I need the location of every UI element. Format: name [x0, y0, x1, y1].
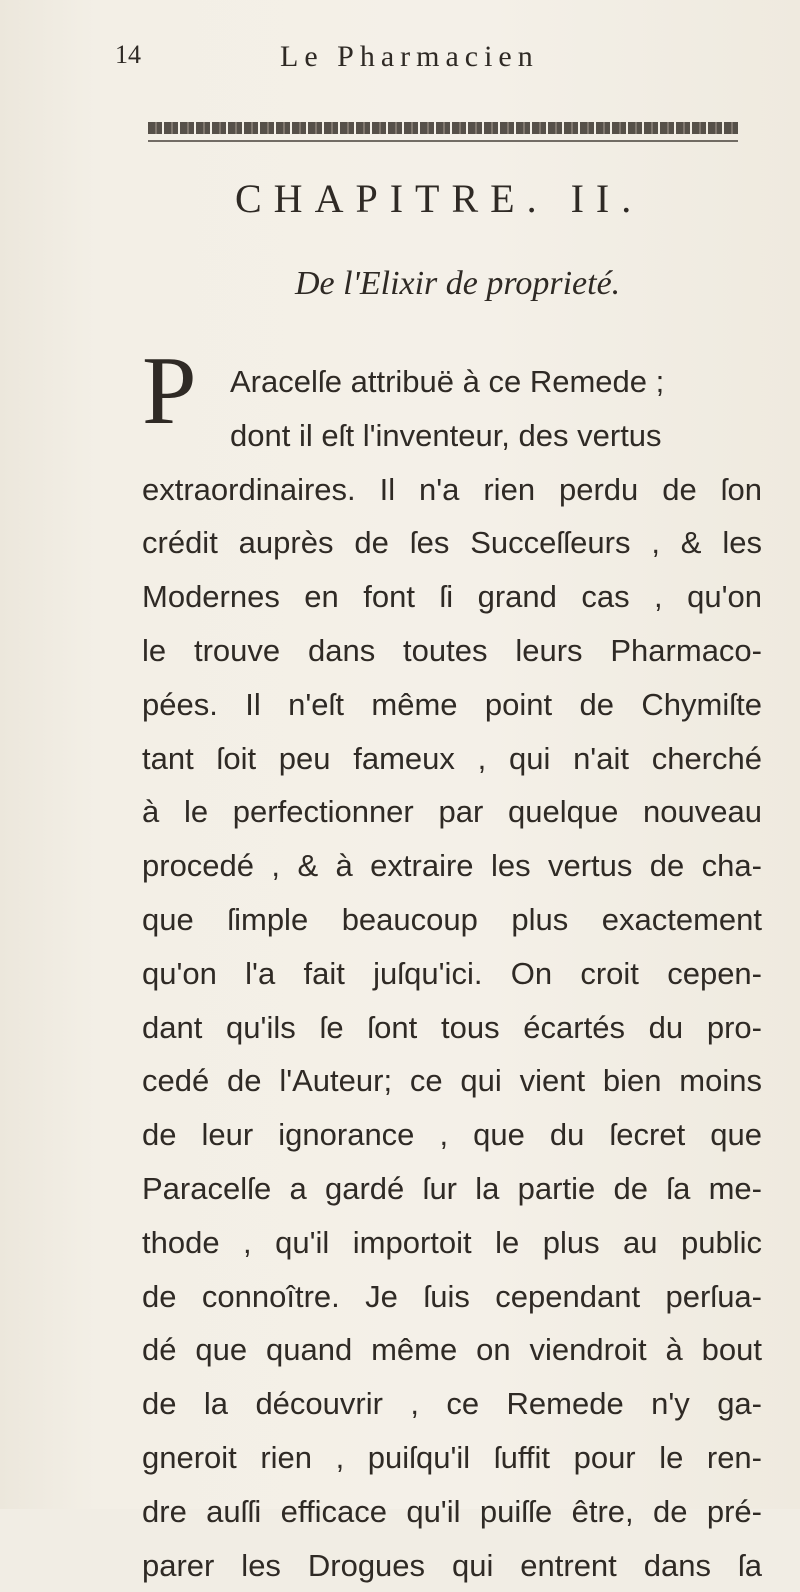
page-header: [115, 40, 740, 100]
text-line: à le perfectionner par quelque nouveau: [142, 794, 762, 830]
text-line: extraordinaires. Il n'a rien perdu de ſon: [142, 471, 762, 507]
chapter-subtitle: De l'Elixir de proprieté.: [295, 265, 621, 302]
page-number: 14: [115, 40, 141, 69]
text-line: parer les Drogues qui entrent dans ſa: [142, 1547, 762, 1583]
text-line: qu'on l'a fait juſqu'ici. On croit cepen-: [142, 955, 762, 991]
text-line: gneroit rien , puiſqu'il ſuffit pour le ren-: [142, 1439, 762, 1475]
text-line: le trouve dans toutes leurs Pharmaco-: [142, 632, 762, 668]
text-line: que ſimple beaucoup plus exactement: [142, 901, 762, 937]
text-line: pées. Il n'eſt même point de Chymiſte: [142, 686, 762, 722]
text-line: procedé , & à extraire les vertus de cha-: [142, 848, 762, 884]
text-line: dont il eſt l'inventeur, des vertus: [230, 417, 662, 453]
drop-cap: P: [142, 337, 197, 445]
body-text: [142, 355, 762, 1592]
text-line: de la découvrir , ce Remede n'y ga-: [142, 1386, 762, 1422]
text-line: cedé de l'Auteur; ce qui vient bien moins: [142, 1063, 762, 1099]
text-line: crédit auprès de ſes Succeſſeurs , & les: [142, 525, 762, 561]
chapter-heading: CHAPITRE. II.: [235, 176, 644, 221]
decorative-line: [148, 140, 738, 142]
text-line: de connoître. Je ſuis cependant perſua-: [142, 1278, 762, 1314]
text-line: dre auſſi efficace qu'il puiſſe être, de pré-: [142, 1493, 762, 1529]
text-line: dant qu'ils ſe ſont tous écartés du pro-: [142, 1009, 762, 1045]
text-line: Paracelſe a gardé ſur la partie de ſa me-: [142, 1170, 762, 1206]
text-line: Aracelſe attribuë à ce Remede ;: [230, 364, 665, 399]
text-line: tant ſoit peu fameux , qui n'ait cherché: [142, 740, 762, 776]
running-title: Le Pharmacien: [280, 40, 539, 73]
text-line: thode , qu'il importoit le plus au public: [142, 1224, 762, 1260]
text-line: dé que quand même on viendroit à bout: [142, 1332, 762, 1368]
decorative-rule: [148, 122, 738, 134]
text-line: de leur ignorance , que du ſecret que: [142, 1117, 762, 1153]
text-line: Modernes en font ſi grand cas , qu'on: [142, 579, 762, 615]
